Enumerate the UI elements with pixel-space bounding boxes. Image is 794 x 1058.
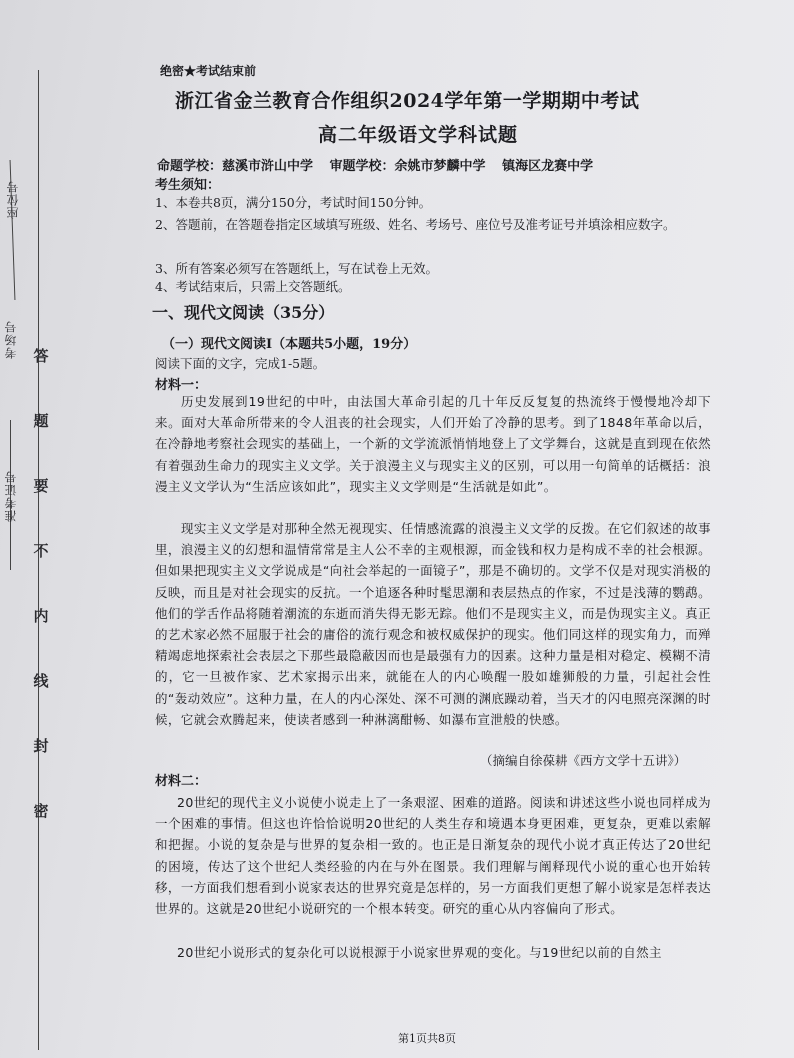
reviewer-school-2: 镇海区龙赛中学 — [502, 159, 594, 174]
seat-number-label: 座位号 — [6, 180, 20, 219]
seal-char: 封 — [33, 737, 49, 755]
seal-char: 答 — [33, 347, 49, 365]
material-one-paragraph: 历史发展到19世纪的中叶，由法国大革命引起的几十年反反复复的热流终于慢慢地冷却下来。面对大革命所带来的令人沮丧的社会现实，人们开始了冷静的思考。到了1848年革命以后，在冷静地考察社会现实的基础上，一个新的文学流派悄悄地登上了文学舞台，这就是直到现在依然有着强劲生命力的现实主义文学。关于浪漫主义与现实主义的区别，可以用一句简单的话概括：浪漫主义文学认为“生活应该如此”，现实主义文学则是“生活就是如此”。 — [155, 394, 711, 494]
section-title: 一、现代文阅读（35分） — [152, 303, 335, 322]
material-one-source: （摘编自徐葆耕《西方文学十五讲》） — [480, 753, 687, 768]
material-two-paragraph: 20世纪小说形式的复杂化可以说根源于小说家世界观的变化。与19世纪以前的自然主 — [177, 945, 662, 960]
exam-subtitle: 高二年级语文学科试题 — [318, 124, 519, 146]
notice-heading: 考生须知： — [155, 178, 221, 193]
material-one-paragraph: 现实主义文学是对那种全然无视现实、任情感流露的浪漫主义文学的反拨。在它们叙述的故事里，浪漫主义的幻想和温情常常是主人公不幸的主观根源，而金钱和权力是构成不幸的社会根源。但如果把现实主义文学说成是“向社会举起的一面镜子”，那是不确切的。文学不仅是对现实消极的反映，而且是对社会现实的反抗。一个追逐各种时髦思潮和表层热点的作家，不过是浅薄的鹦鹉。他们的学舌作品将随着潮流的东逝而消失得无影无踪。他们不是现实主义，而是伪现实主义。真正的艺术家必然不屈服于社会的庸俗的流行观念和被权威保护的现实。他们同这样的现实角力，而殚精竭虑地探索社会表层之下那些最隐蔽因而也是最强有力的因素。这种力量是相对稳定、模糊不清的，它一旦被作家、艺术家揭示出来，就能在人的内心唤醒一股如雄狮般的力量，引起社会性的“轰动效应”。这种力量，在人的内心深处、深不可测的渊底躁动着，当天才的闪电照亮深渊的时候，它就会欢腾起来，使读者感到一种淋漓酣畅、如瀑布宣泄般的快感。 — [155, 521, 711, 727]
material-two-paragraph: 20世纪的现代主义小说使小说走上了一条艰涩、困难的道路。阅读和讲述这些小说也同样成为一个困难的事情。但这也许恰恰说明20世纪的人类生存和境遇本身更困难，更复杂，更难以索解和把握。小说的复杂是与世界的复杂相一致的。也正是日渐复杂的现代小说才真正传达了20世纪的困境，传达了这个世纪人类经验的内在与外在图景。我们理解与阐释现代小说的重心也开始转移，一方面我们想看到小说家表达的世界究竟是怎样的，另一方面我们更想了解小说家是怎样表达世界的。这就是20世纪小说研究的一个根本转变。研究的重心从内容偏向了形式。 — [155, 795, 711, 917]
page-number: 第1页共8页 — [398, 1032, 456, 1045]
subsection-title: （一）现代文阅读Ⅰ（本题共5小题，19分） — [162, 337, 417, 352]
seal-char: 密 — [33, 802, 49, 820]
seal-char: 要 — [33, 477, 49, 495]
seal-char: 内 — [33, 607, 49, 625]
binding-strip — [0, 0, 150, 1058]
reading-instruction: 阅读下面的文字，完成1-5题。 — [155, 356, 326, 371]
reviewer-school: 审题学校：余姚市梦麟中学 — [329, 159, 486, 174]
notice-item: 2、答题前，在答题卷指定区域填写班级、姓名、考场号、座位号及准考证号并填涂相应数字。 — [155, 217, 676, 232]
material-one-label: 材料一： — [155, 378, 208, 393]
exam-title: 浙江省金兰教育合作组织2024学年第一学期期中考试 — [175, 90, 640, 112]
secret-mark: 绝密★考试结束前 — [160, 64, 257, 78]
school-info — [157, 155, 605, 174]
seal-char: 题 — [33, 412, 49, 430]
exam-id-label: 准考证号 — [4, 470, 18, 522]
seal-char: 不 — [33, 542, 49, 560]
seal-notice — [28, 345, 54, 865]
notice-item: 4、考试结束后，只需上交答题纸。 — [155, 279, 351, 294]
notice-item: 1、本卷共8页，满分150分，考试时间150分钟。 — [155, 195, 432, 210]
material-two-label: 材料二： — [155, 774, 208, 789]
seal-char: 线 — [33, 672, 49, 690]
notice-item: 3、所有答案必须写在答题纸上，写在试卷上无效。 — [155, 261, 438, 276]
exam-room-label: 考场号 — [4, 320, 18, 359]
proposer-school: 命题学校：慈溪市浒山中学 — [157, 159, 314, 174]
